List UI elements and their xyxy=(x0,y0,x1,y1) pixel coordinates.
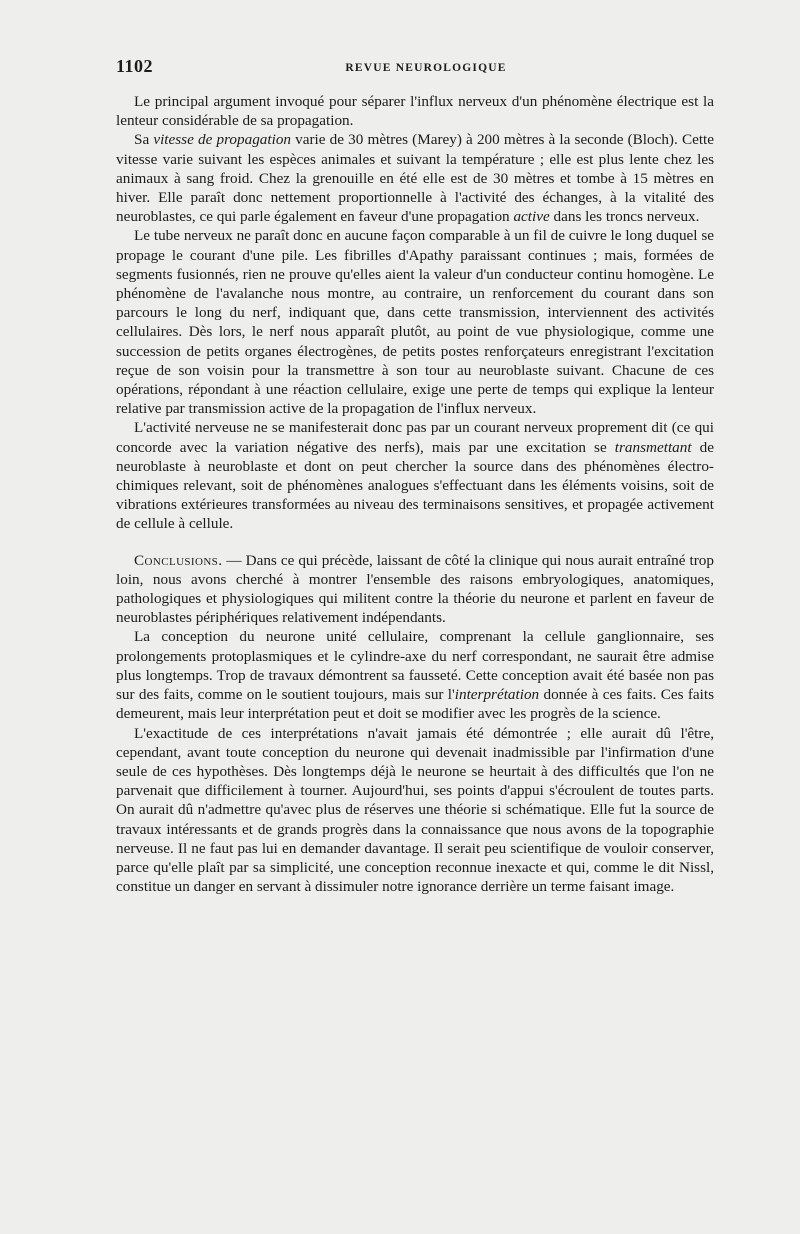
paragraph xyxy=(116,226,714,418)
text-run: Sa xyxy=(134,131,154,149)
text-run: L'activité nerveuse ne se manifesterait donc pas par un courant nerveux proprement dit (ce qui concorde avec la variation négative des nerfs), mais par une excitation se xyxy=(116,419,714,456)
text-run: L'exactitude de ces interprétations n'avait jamais été démontrée ; elle aurait dû l'être, cependant, avant toute conception du neurone qui devenait inadmissible par l'infirmation d'une seule de ces hypothèses. Dès longtemps déjà le neurone se heurtait à des difficultés que l'on ne parvenait que difficilement à tourner. Aujourd'hui, ses points d'appui s'écroulent de toutes parts. On aurait dû n'admettre qu'avec plus de réserves une théorie si schématique. Elle fut la source de travaux intéressants et de grands progrès dans la connaissance que nous avons de la topographie nerveuse. Il ne faut pas lui en demander davantage. Il serait peu scientifique de vouloir conserver, parce qu'elle plaît par sa simplicité, une conception reconnue inexacte et qui, comme le dit Nissl, constitue un danger en servant à dissimuler notre ignorance derrière un terme faisant image. xyxy=(116,724,714,896)
text-run: dans les troncs nerveux. xyxy=(549,208,700,226)
section-heading: Conclusions. xyxy=(134,551,223,569)
paragraph xyxy=(116,724,714,897)
paragraph xyxy=(116,130,714,226)
text-run: Le principal argument invoqué pour séparer l'influx nerveux d'un phénomène électrique est la lenteur considérable de sa propagation. xyxy=(116,93,714,130)
text-run: La conception du neurone unité cellulaire, comprenant la cellule ganglionnaire, ses prolongements protoplasmiques et le cylindre-axe du nerf correspondant, ne saurait être admise plus longtemps. Trop de travaux démontrent sa fausseté. Cette conception avait été basée non pas sur des faits, comme on le soutient toujours, mais sur l' xyxy=(116,628,714,704)
paragraph xyxy=(116,627,714,723)
page-number: 1102 xyxy=(116,56,154,76)
running-head: REVUE NEUROLOGIQUE xyxy=(345,62,507,74)
text-run: varie de 30 mètres (Marey) à 200 mètres à la seconde (Bloch). Cette vitesse varie suivant les espèces animales et suivant la température ; elle est plus lente chez les animaux à sang froid. Chez la grenouille en été elle est de 30 mètres et tombe à 15 mètres en hiver. Elle paraît donc nettement proportionnelle à l'activité des échanges, à la vitalité des neuroblastes, ce qui parle également en faveur d'une propagation xyxy=(116,131,714,226)
italic-run: active xyxy=(513,208,550,226)
paragraph xyxy=(116,418,714,533)
italic-run: vitesse de propagation xyxy=(153,131,292,149)
text-run: donnée à ces faits. Ces faits demeurent, mais leur interprétation peut et doit se modifier avec les progrès de la science. xyxy=(116,686,714,723)
italic-run: transmettant xyxy=(614,438,692,456)
text-run: — Dans ce qui précède, laissant de côté la clinique qui nous aurait entraîné trop loin, nous avons cherché à montrer l'ensemble des raisons embryologiques, anatomiques, pathologiques et physiologiques qui militent contre la théorie du neurone et parlent en faveur de neuroblastes périphériques relativement indépendants. xyxy=(116,551,714,627)
text-run: Le tube nerveux ne paraît donc en aucune façon comparable à un fil de cuivre le long duquel se propage le courant d'une pile. Les fibrilles d'Apathy paraissant continues ; mais, formées de segments fusionnés, rien ne prouve qu'elles aient la valeur d'un conducteur continu homogène. Le phénomène de l'avalanche nous montre, au contraire, un renforcement du courant dans son parcours le long du nerf, indiquant que, dans cette transmission, interviennent des activités cellulaires. Dès lors, le nerf nous apparaît plutôt, au point de vue physiologique, comme une succession de petits organes électrogènes, de petits postes renforçateurs enregistrant l'excitation reçue de son voisin pour la transmettre à son tour au neuroblaste suivant. Chacune de ces opérations, répondant à une réaction cellulaire, exige une perte de temps qui explique la lenteur relative par transmission active de la propagation de l'influx nerveux. xyxy=(116,227,714,418)
italic-run: interprétation xyxy=(454,686,540,704)
text-run: de neuroblaste à neuroblaste et dont on peut chercher la source dans des phénomènes électro-chimiques relevant, soit de phénomènes analogues s'effectuant dans les éléments voisins, soit de vibrations extérieures transformées au niveau des terminaisons sensitives, et propagée activement de cellule à cellule. xyxy=(116,438,714,533)
body-text xyxy=(116,92,714,896)
paragraph-conclusions xyxy=(116,551,714,628)
page-header xyxy=(116,56,716,80)
paragraph xyxy=(116,92,714,130)
